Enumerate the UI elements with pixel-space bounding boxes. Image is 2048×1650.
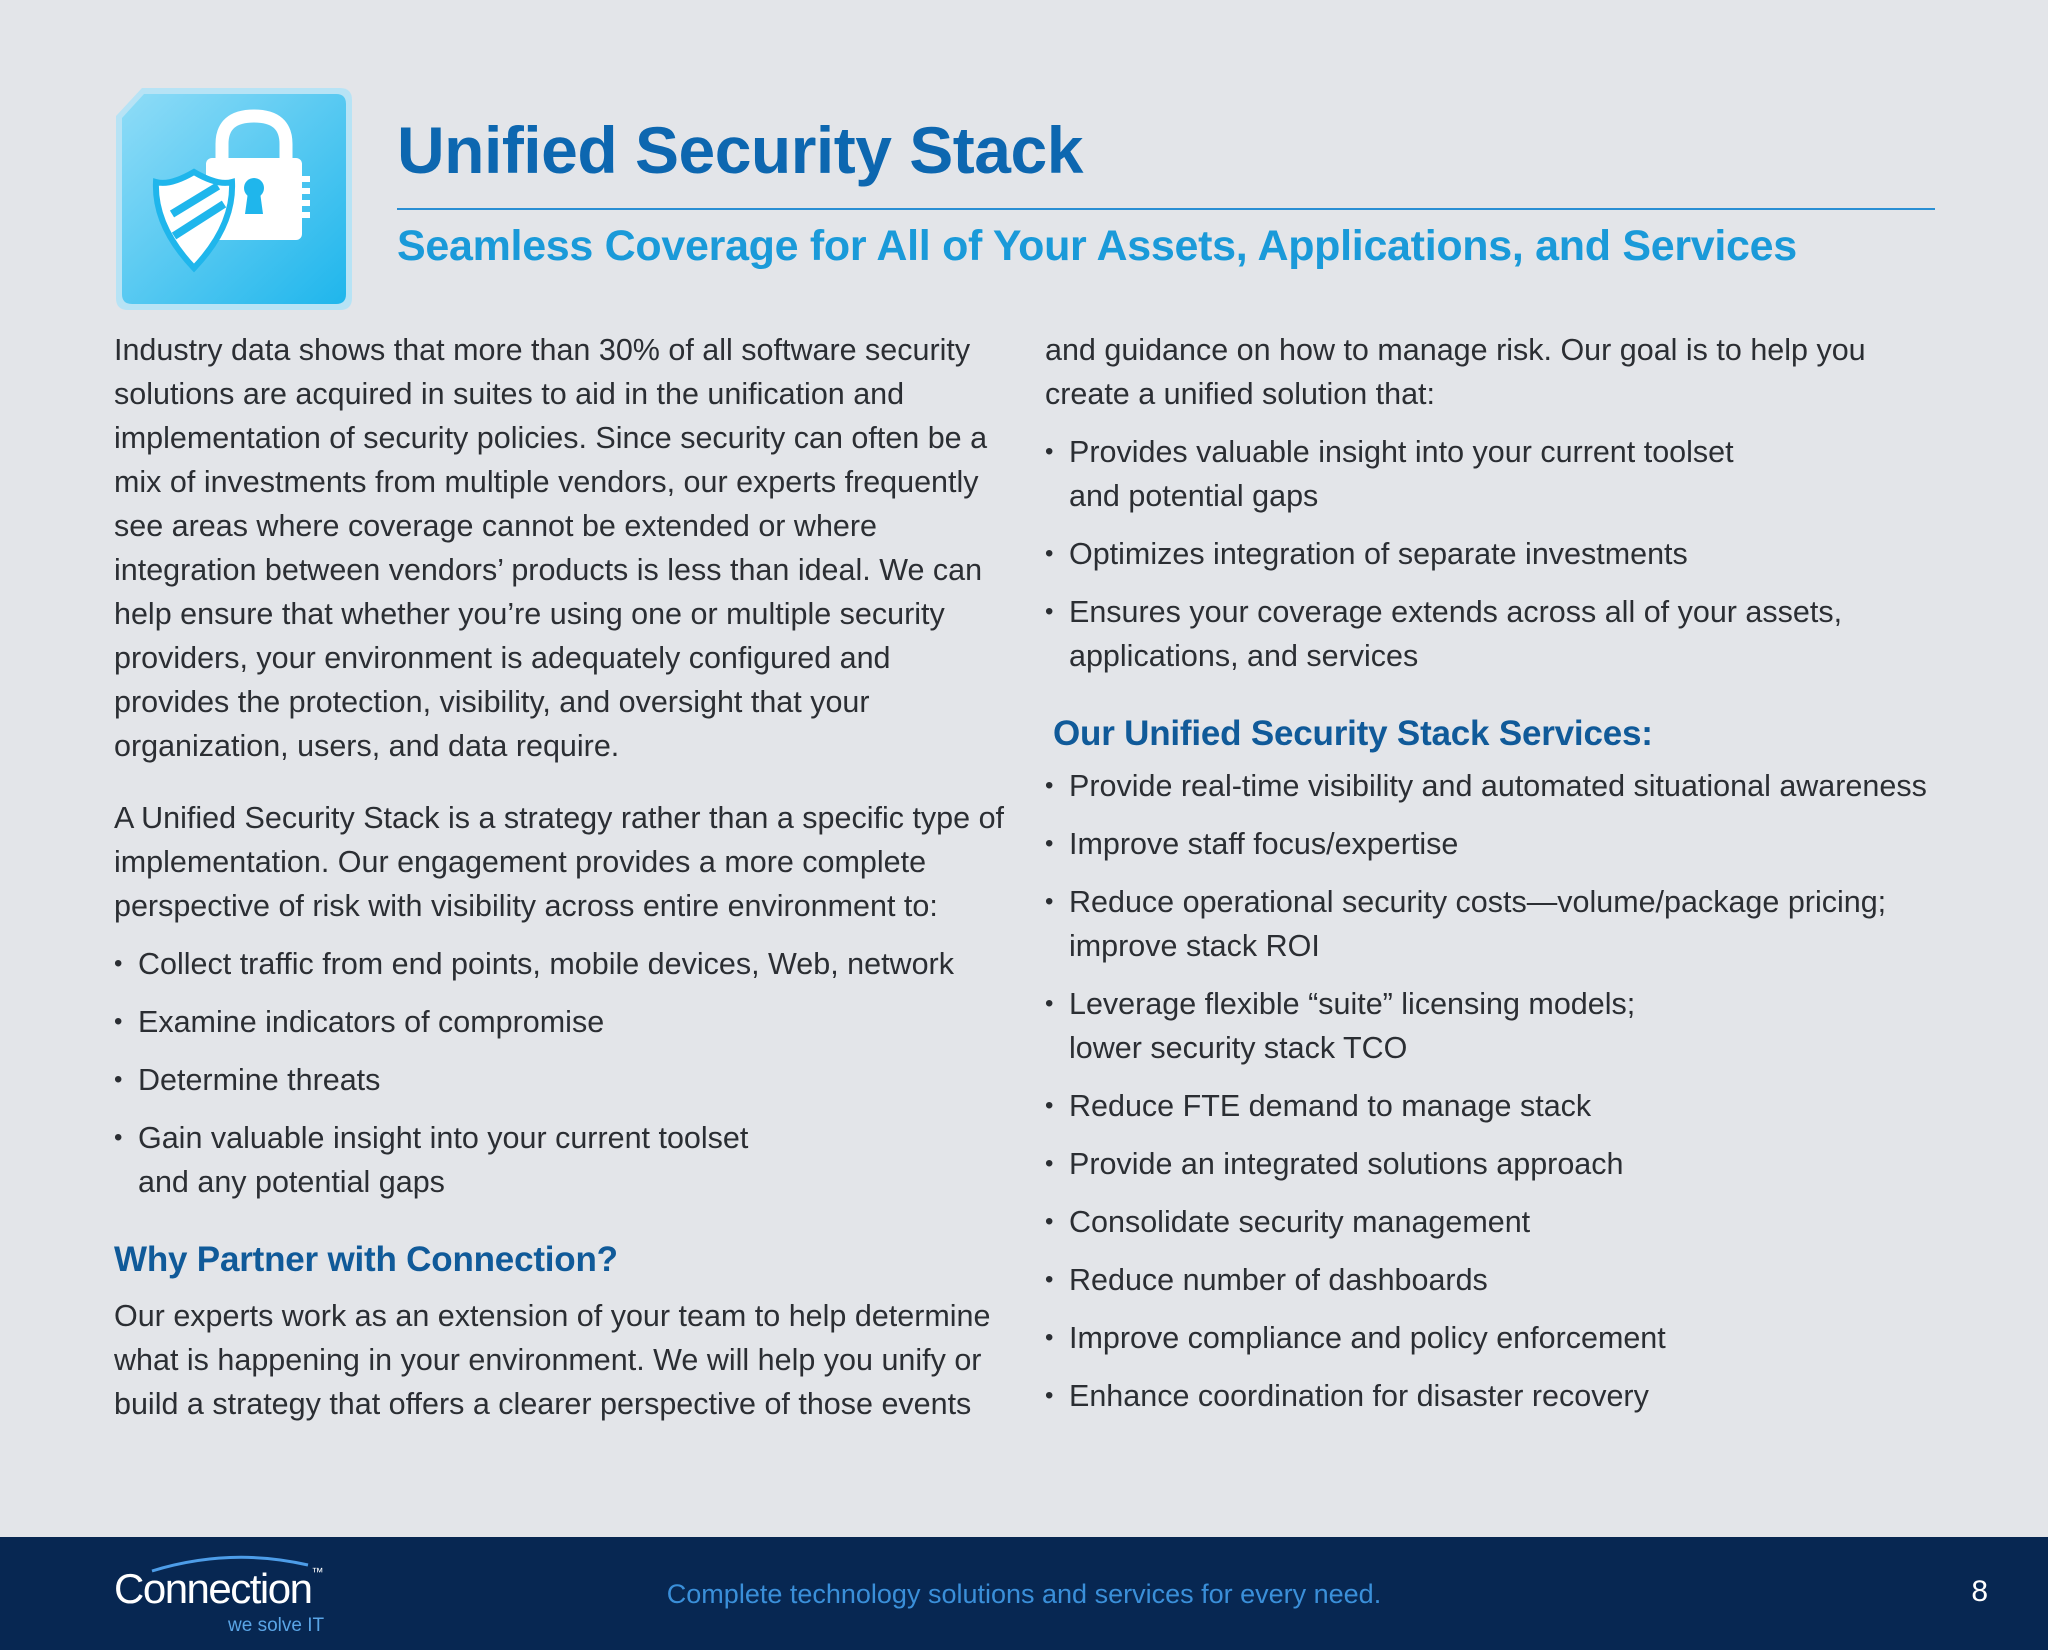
title-divider xyxy=(397,208,1935,210)
services-bullet-list xyxy=(1045,764,1945,1418)
list-item: • Collect traffic from end points, mobile devices, Web, network xyxy=(114,942,1004,986)
services-heading: Our Unified Security Stack Services: xyxy=(1053,714,1653,753)
list-item: • Reduce FTE demand to manage stack xyxy=(1045,1084,1945,1128)
engagement-bullet-list xyxy=(114,942,1004,1204)
page-title: Unified Security Stack xyxy=(397,113,1083,187)
list-item: • Provides valuable insight into your current toolset and potential gaps xyxy=(1045,430,1789,518)
list-item: • Reduce operational security costs—volume/package pricing; improve stack ROI xyxy=(1045,880,1909,968)
footer-bar xyxy=(0,1537,2048,1650)
goal-paragraph: and guidance on how to manage risk. Our goal is to help you create a unified solution that: xyxy=(1045,333,1866,411)
list-item: • Provide an integrated solutions approach xyxy=(1045,1142,1945,1186)
strategy-paragraph: A Unified Security Stack is a strategy rather than a specific type of implementation. Our engagement provides a more complete perspective of risk with visibility across entire environment to: xyxy=(114,801,1005,923)
footer-tagline: Complete technology solutions and services for every need. xyxy=(666,1579,1382,1609)
list-item: • Consolidate security management xyxy=(1045,1200,1945,1244)
list-item: • Leverage flexible “suite” licensing models; lower security stack TCO xyxy=(1045,982,1689,1070)
why-partner-heading: Why Partner with Connection? xyxy=(114,1240,618,1279)
list-item: • Enhance coordination for disaster recovery xyxy=(1045,1374,1945,1418)
list-item: • Optimizes integration of separate investments xyxy=(1045,532,1945,576)
list-item: • Improve staff focus/expertise xyxy=(1045,822,1945,866)
why-partner-paragraph: Our experts work as an extension of your team to help determine what is happening in your environment. We will help you unify or build a strategy that offers a clearer perspective of those events xyxy=(114,1299,991,1421)
shield-lock-icon xyxy=(114,86,354,312)
list-item: • Improve compliance and policy enforcement xyxy=(1045,1316,1945,1360)
list-item: • Gain valuable insight into your current toolset and any potential gaps xyxy=(114,1116,778,1204)
right-column xyxy=(1045,328,1945,1432)
list-item: • Reduce number of dashboards xyxy=(1045,1258,1945,1302)
logo-text: Connection xyxy=(114,1565,312,1612)
logo-tagline: we solve IT xyxy=(228,1615,325,1636)
list-item: • Determine threats xyxy=(114,1058,1004,1102)
intro-paragraph: Industry data shows that more than 30% of all software security solutions are acquired in suites to aid in the unification and implementation of security policies. Since security can often be a mix of investments from multiple vendors, our experts frequently see areas where coverage cannot be extended or where integration between vendors’ products is less than ideal. We can help ensure that whether you’re using one or multiple security providers, your environment is adequately configured and provides the protection, visibility, and oversight that your organization, users, and data require. xyxy=(114,333,988,763)
left-column xyxy=(114,328,1004,1426)
list-item: • Provide real-time visibility and automated situational awareness xyxy=(1045,764,1945,808)
page-number: 8 xyxy=(1971,1575,1988,1608)
page-subtitle: Seamless Coverage for All of Your Assets, Applications, and Services xyxy=(397,222,1797,270)
list-item: • Examine indicators of compromise xyxy=(114,1000,1004,1044)
logo-trademark: ™ xyxy=(311,1565,324,1579)
goal-bullet-list xyxy=(1045,430,1945,678)
list-item: • Ensures your coverage extends across all of your assets, applications, and services xyxy=(1045,590,1889,678)
